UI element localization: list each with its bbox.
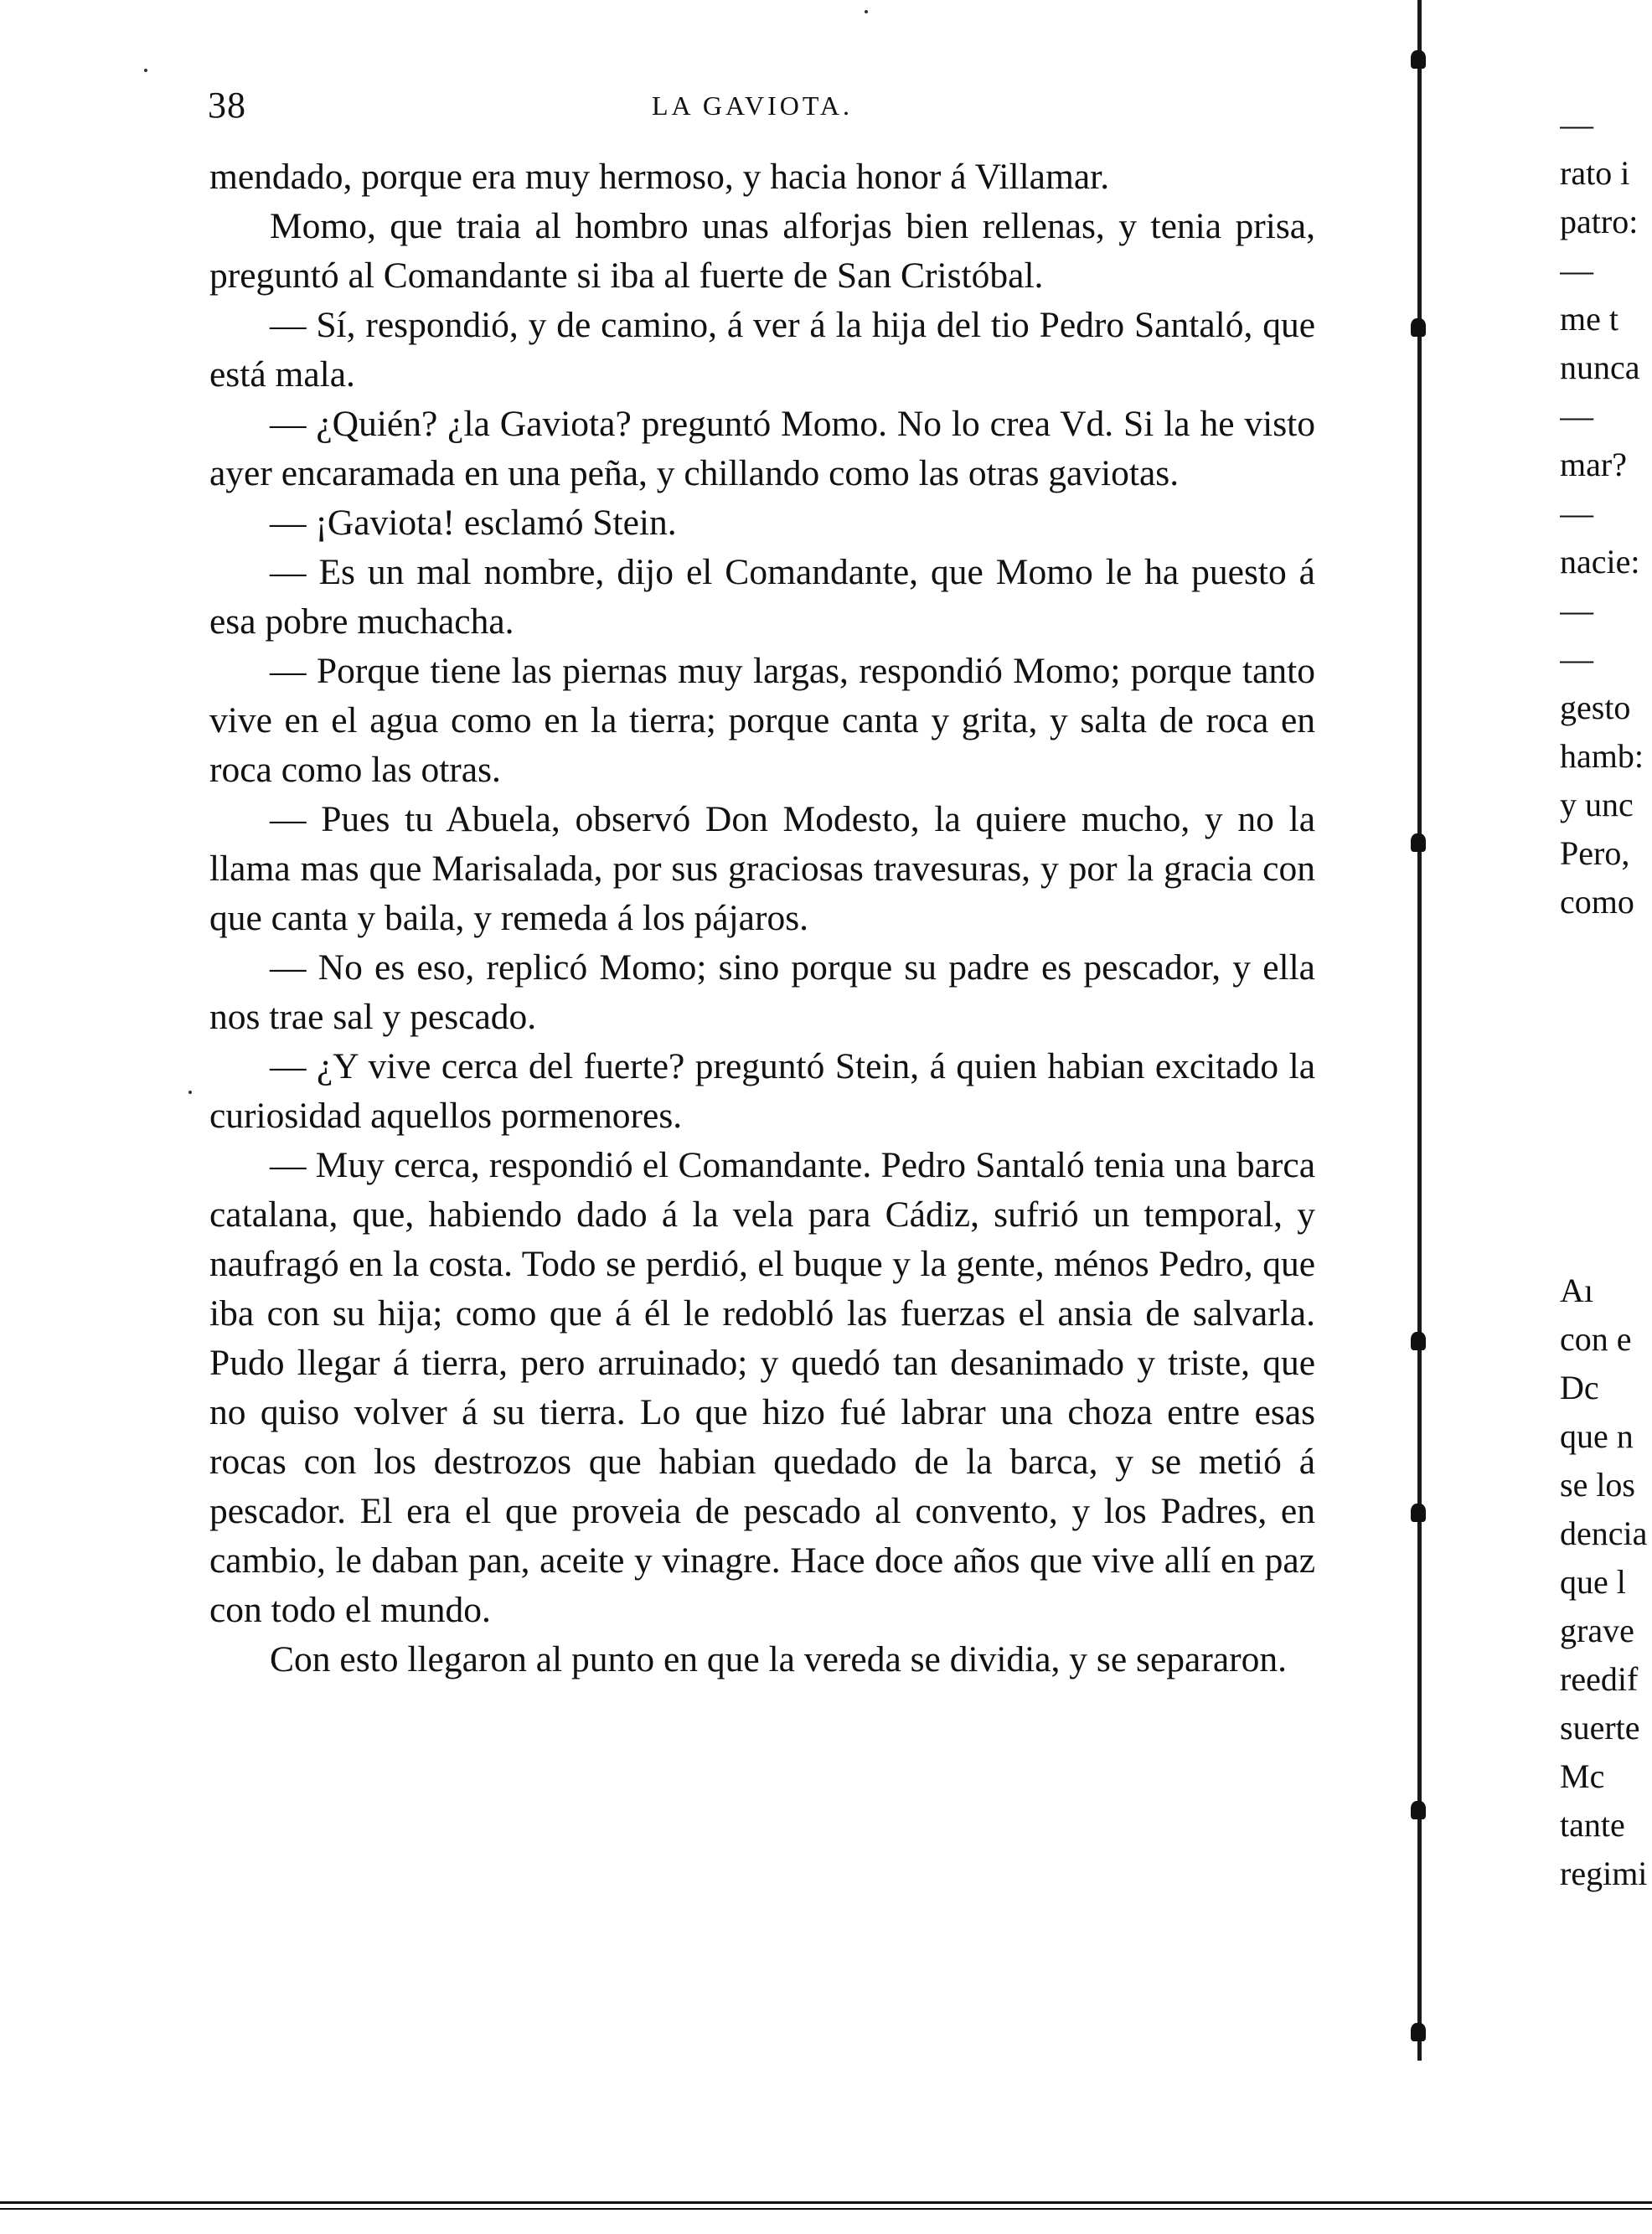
- facing-page-line: Pero,: [1560, 834, 1630, 872]
- facing-page-line: reedif: [1560, 1660, 1639, 1698]
- binding-mark: [1411, 318, 1426, 337]
- paragraph: — No es eso, replicó Momo; sino porque su padre es pescador, y ella nos trae sal y pescado.: [209, 947, 1315, 1037]
- binding-mark: [1411, 1801, 1426, 1819]
- binding-mark: [1411, 1504, 1426, 1522]
- binding-mark: [1411, 50, 1426, 69]
- facing-page-line: Aı: [1560, 1272, 1593, 1309]
- paragraph: Momo, que traia al hombro unas alforjas bien rellenas, y tenia prisa, preguntó al Comandante si iba al fuerte de San Cristóbal.: [209, 206, 1315, 296]
- paragraph: mendado, porque era muy hermoso, y hacia honor á Villamar.: [209, 157, 1110, 197]
- binding-mark: [1411, 2023, 1426, 2041]
- body-text: [209, 152, 1315, 1685]
- facing-page-line: suerte: [1560, 1709, 1640, 1746]
- bottom-scan-edge: [0, 2201, 1652, 2210]
- facing-page-line: se los: [1560, 1466, 1635, 1504]
- paragraph: Con esto llegaron al punto en que la vereda se dividia, y se separaron.: [270, 1639, 1287, 1679]
- facing-page-line: dencia: [1560, 1514, 1648, 1552]
- binding-gutter-line: [1417, 0, 1422, 2061]
- paragraph: — ¡Gaviota! esclamó Stein.: [270, 503, 677, 543]
- facing-page-line: —: [1560, 591, 1593, 629]
- facing-page-line: patro:: [1560, 203, 1639, 240]
- facing-page-line: Dc: [1560, 1369, 1599, 1406]
- facing-page-line: que n: [1560, 1417, 1634, 1455]
- facing-page-line: me t: [1560, 300, 1618, 338]
- facing-page-line: grave: [1560, 1612, 1634, 1649]
- page-number: 38: [208, 85, 246, 126]
- facing-page-line: —: [1560, 640, 1593, 678]
- facing-page-line: —: [1560, 397, 1593, 435]
- binding-mark: [1411, 1332, 1426, 1350]
- print-speck: [865, 10, 868, 13]
- paragraph: — ¿Quién? ¿la Gaviota? preguntó Momo. No lo crea Vd. Si la he visto ayer encaramada en una peña, y chillando como las otras gaviotas.: [209, 404, 1315, 493]
- paragraph: — Sí, respondió, y de camino, á ver á la hija del tio Pedro Santaló, que está mala.: [209, 305, 1315, 395]
- facing-page-line: y unc: [1560, 786, 1634, 823]
- paragraph: — Pues tu Abuela, observó Don Modesto, la quiere mucho, y no la llama mas que Marisalada, por sus graciosas travesuras, y por la gracia con que canta y baila, y remeda á los pájaros.: [209, 799, 1315, 938]
- print-speck: [144, 69, 147, 72]
- facing-page-line: hamb:: [1560, 737, 1644, 775]
- facing-page-line: nunca: [1560, 348, 1640, 386]
- paragraph: — ¿Y vive cerca del fuerte? preguntó Stein, á quien habian excitado la curiosidad aquellos pormenores.: [209, 1046, 1315, 1136]
- print-speck: [188, 1091, 192, 1094]
- facing-page-line: tante: [1560, 1806, 1625, 1844]
- facing-page-line: Mc: [1560, 1757, 1605, 1795]
- facing-page-line: nacie:: [1560, 543, 1640, 580]
- facing-page-line: regimi: [1560, 1855, 1648, 1892]
- binding-mark: [1411, 833, 1426, 852]
- paragraph: — Es un mal nombre, dijo el Comandante, que Momo le ha puesto á esa pobre muchacha.: [209, 552, 1315, 642]
- facing-page-fragment: [1560, 0, 1652, 2061]
- facing-page-line: que l: [1560, 1563, 1626, 1601]
- paragraph: — Muy cerca, respondió el Comandante. Pedro Santaló tenia una barca catalana, que, habiendo dado á la vela para Cádiz, sufrió un temporal, y naufragó en la costa. Todo se perdió, el buque y la gente, ménos Pedro, que iba con su hija; como que á él le redobló las fuerzas el ansia de salvarla. Pudo llegar á tierra, pero arruinado; y quedó tan desanimado y triste, que no quiso volver á su tierra. Lo que hizo fué labrar una choza entre esas rocas con los destrozos que habian quedado de la barca, y se metió á pescador. El era el que proveia de pescado al convento, y los Padres, en cambio, le daban pan, aceite y vinagre. Hace doce años que vive allí en paz con todo el mundo.: [209, 1145, 1315, 1630]
- facing-page-line: rato i: [1560, 154, 1630, 192]
- facing-page-line: —: [1560, 494, 1593, 532]
- facing-page-line: —: [1560, 106, 1593, 143]
- facing-page-line: como: [1560, 883, 1634, 921]
- facing-page-line: mar?: [1560, 446, 1627, 483]
- page-header: [208, 84, 1314, 134]
- facing-page-line: gesto: [1560, 689, 1631, 726]
- facing-page-line: —: [1560, 251, 1593, 289]
- running-head: LA GAVIOTA.: [652, 90, 853, 121]
- paragraph: — Porque tiene las piernas muy largas, respondió Momo; porque tanto vive en el agua como en la tierra; porque canta y grita, y salta de roca en roca como las otras.: [209, 651, 1315, 790]
- facing-page-line: con e: [1560, 1320, 1632, 1358]
